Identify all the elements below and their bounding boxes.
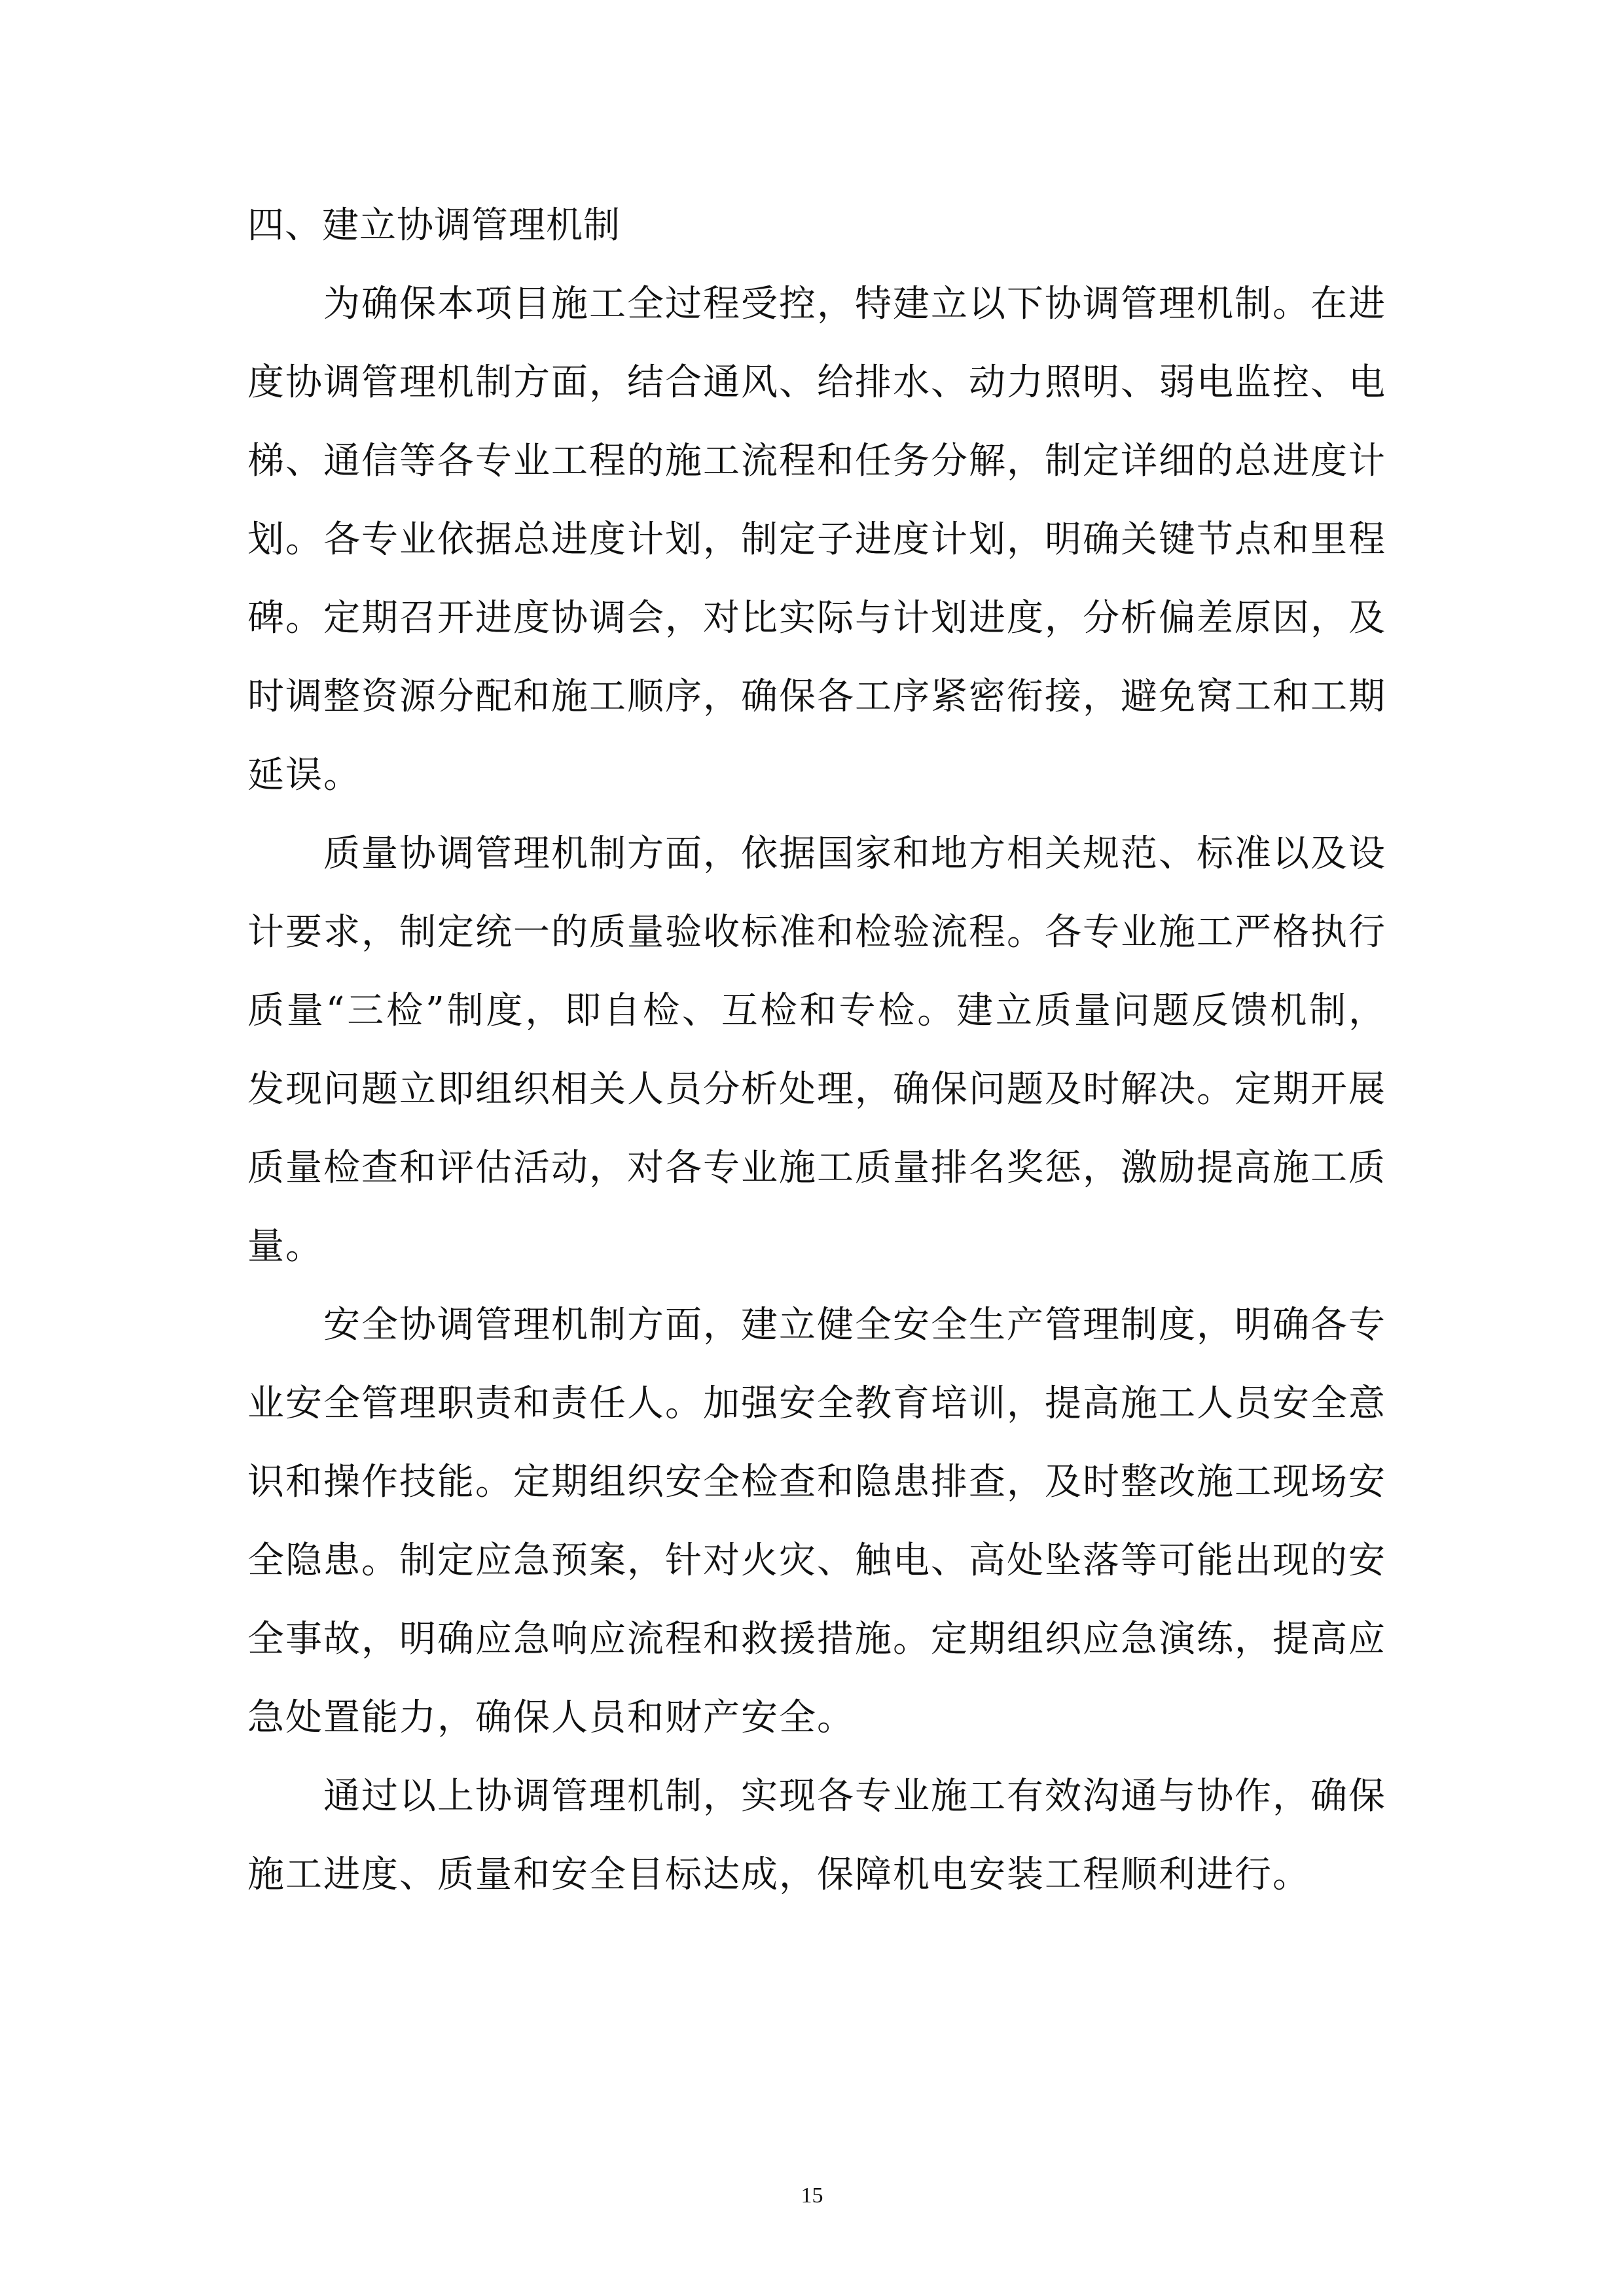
page-number: 15 [801, 2183, 823, 2208]
paragraph-quality-coordination: 质量协调管理机制方面，依据国家和地方相关规范、标准以及设计要求，制定统一的质量验收标准和检验流程。各专业施工严格执行质量“三检”制度，即自检、互检和专检。建立质量问题反馈机制，发现问题立即组织相关人员分析处理，确保问题及时解决。定期开展质量检查和评估活动，对各专业施工质量排名奖惩，激励提高施工质量。 [247, 833, 1386, 1268]
paragraph-safety-coordination: 安全协调管理机制方面，建立健全安全生产管理制度，明确各专业安全管理职责和责任人。加强安全教育培训，提高施工人员安全意识和操作技能。定期组织安全检查和隐患排查，及时整改施工现场安全隐患。制定应急预案，针对火灾、触电、高处坠落等可能出现的安全事故，明确应急响应流程和救援措施。定期组织应急演练，提高应急处置能力，确保人员和财产安全。 [247, 1304, 1386, 1739]
section-heading: 四、建立协调管理机制 [247, 204, 621, 247]
paragraph-schedule-coordination: 为确保本项目施工全过程受控，特建立以下协调管理机制。在进度协调管理机制方面，结合通风、给排水、动力照明、弱电监控、电梯、通信等各专业工程的施工流程和任务分解，制定详细的总进度计划。各专业依据总进度计划，制定子进度计划，明确关键节点和里程碑。定期召开进度协调会，对比实际与计划进度，分析偏差原因，及时调整资源分配和施工顺序，确保各工序紧密衔接，避免窝工和工期延误。 [247, 283, 1386, 797]
paragraph-conclusion: 通过以上协调管理机制，实现各专业施工有效沟通与协作，确保施工进度、质量和安全目标达成，保障机电安装工程顺利进行。 [247, 1775, 1386, 1896]
document-body [247, 187, 1386, 1914]
